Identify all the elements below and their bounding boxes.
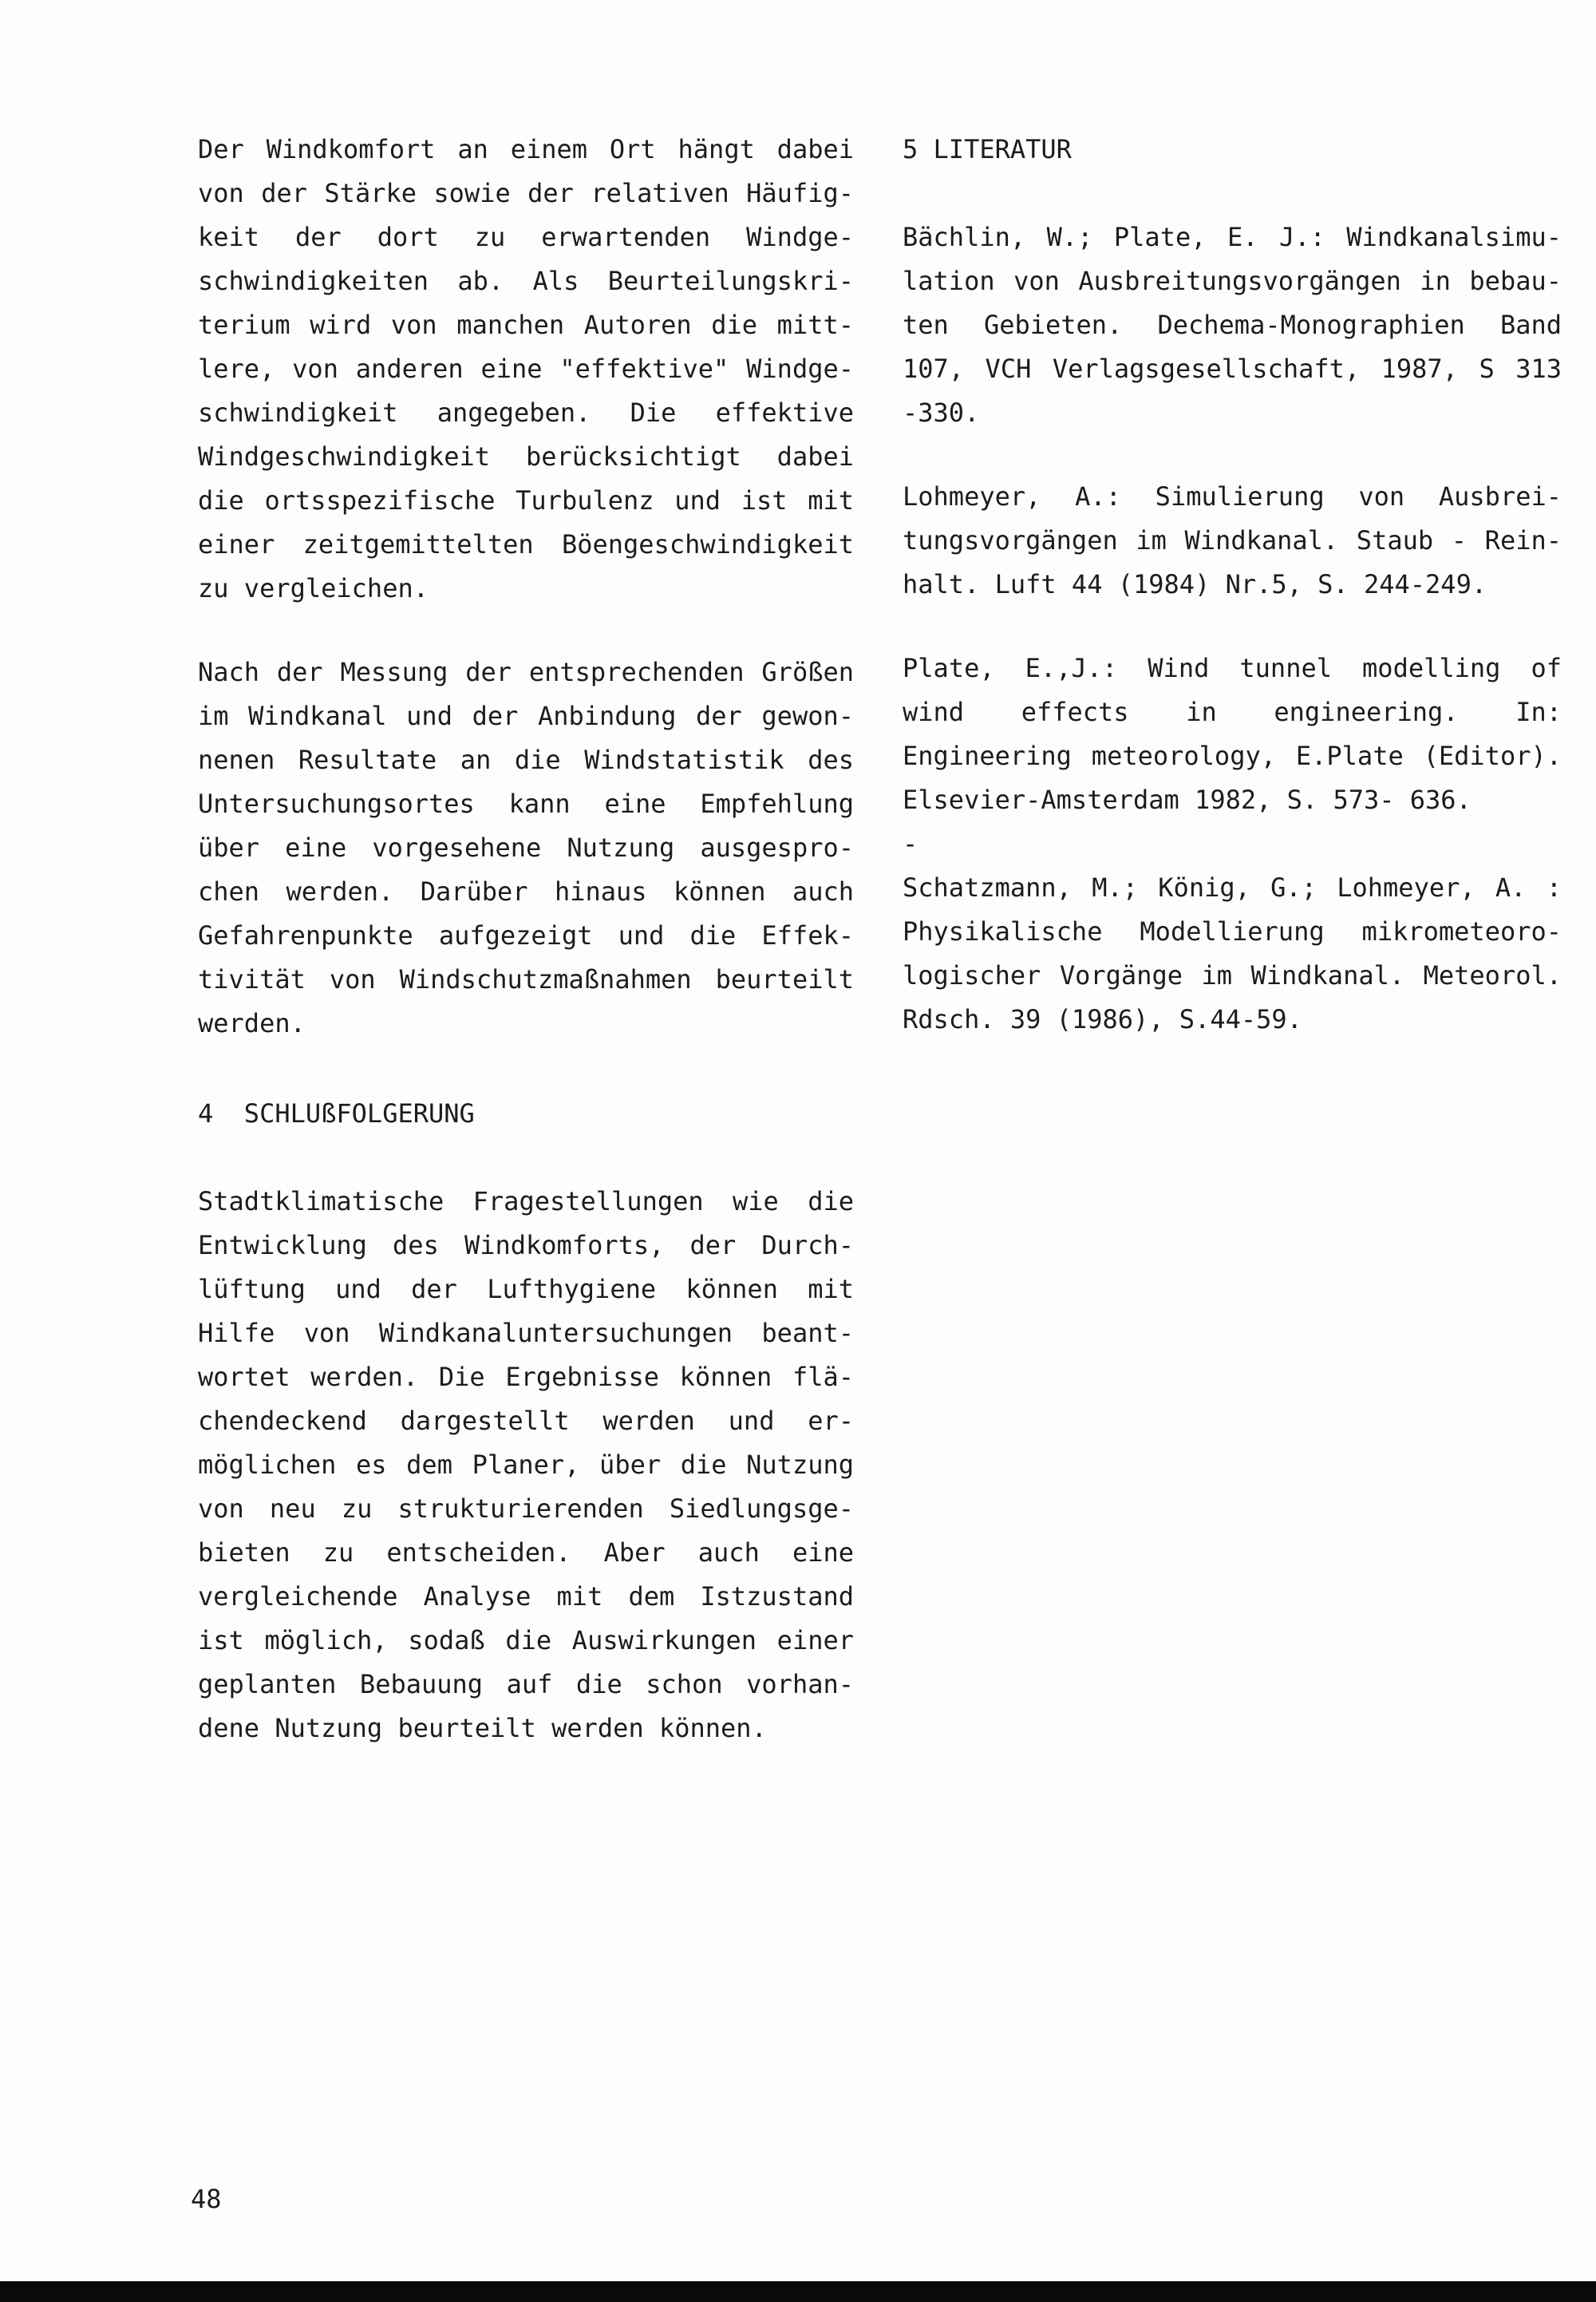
text-line: terium wird von manchen Autoren die mitt- bbox=[198, 310, 854, 340]
text-line: im Windkanal und der Anbindung der gewon- bbox=[198, 701, 854, 731]
text-line: Plate, E.,J.: Wind tunnel modelling of bbox=[903, 653, 1562, 683]
paragraph bbox=[198, 651, 854, 1046]
text-line: chen werden. Darüber hinaus können auch bbox=[198, 876, 854, 907]
text-line: wind effects in engineering. In: bbox=[903, 697, 1562, 727]
paragraph bbox=[198, 1180, 854, 1750]
text-line: ten Gebieten. Dechema-Monographien Band bbox=[903, 310, 1562, 340]
text-line: Rdsch. 39 (1986), S.44-59. bbox=[903, 1004, 1302, 1034]
text-line: wortet werden. Die Ergebnisse können flä- bbox=[198, 1362, 854, 1392]
text-line: von der Stärke sowie der relativen Häufig- bbox=[198, 178, 854, 208]
paragraph bbox=[903, 475, 1562, 607]
text-line: lation von Ausbreitungsvorgängen in bebau- bbox=[903, 266, 1562, 296]
column-left bbox=[198, 128, 854, 1790]
text-line: lere, von anderen eine "effektive" Windge- bbox=[198, 354, 854, 384]
text-line: Entwicklung des Windkomforts, der Durch- bbox=[198, 1230, 854, 1260]
scan-edge-bar bbox=[0, 2281, 1596, 2302]
paragraph bbox=[903, 866, 1562, 1042]
text-line: Engineering meteorology, E.Plate (Editor). bbox=[903, 741, 1562, 771]
text-line: keit der dort zu erwartenden Windge- bbox=[198, 222, 854, 252]
text-line: bieten zu entscheiden. Aber auch eine bbox=[198, 1537, 854, 1568]
text-line: ist möglich, sodaß die Auswirkungen einer bbox=[198, 1625, 854, 1655]
text-line: zu vergleichen. bbox=[198, 573, 429, 603]
text-line: Der Windkomfort an einem Ort hängt dabei bbox=[198, 134, 854, 164]
text-line: von neu zu strukturierenden Siedlungsge- bbox=[198, 1493, 854, 1524]
paragraph bbox=[903, 216, 1562, 435]
text-line: tivität von Windschutzmaßnahmen beurteilt bbox=[198, 964, 854, 995]
text-line: geplanten Bebauung auf die schon vorhan- bbox=[198, 1669, 854, 1699]
text-line: schwindigkeit angegeben. Die effektive bbox=[198, 398, 854, 428]
paragraph bbox=[198, 128, 854, 611]
text-line: -330. bbox=[903, 398, 980, 428]
text-line: Elsevier-Amsterdam 1982, S. 573- 636. bbox=[903, 785, 1472, 815]
text-line: - bbox=[903, 829, 918, 859]
text-line: Stadtklimatische Fragestellungen wie die bbox=[198, 1186, 854, 1216]
text-line: einer zeitgemittelten Böengeschwindigkeit bbox=[198, 529, 854, 560]
text-line: Windgeschwindigkeit berücksichtigt dabei bbox=[198, 441, 854, 472]
text-line: lüftung und der Lufthygiene können mit bbox=[198, 1274, 854, 1304]
text-line: möglichen es dem Planer, über die Nutzung bbox=[198, 1450, 854, 1480]
text-line: schwindigkeiten ab. Als Beurteilungskri- bbox=[198, 266, 854, 296]
text-line: Bächlin, W.; Plate, E. J.: Windkanalsimu- bbox=[903, 222, 1562, 252]
text-line: nenen Resultate an die Windstatistik des bbox=[198, 745, 854, 775]
text-line: halt. Luft 44 (1984) Nr.5, S. 244-249. bbox=[903, 569, 1487, 599]
text-line: vergleichende Analyse mit dem Istzustand bbox=[198, 1581, 854, 1612]
text-line: 107, VCH Verlagsgesellschaft, 1987, S 313 bbox=[903, 354, 1562, 384]
column-right bbox=[903, 128, 1562, 1082]
text-line: Hilfe von Windkanaluntersuchungen beant- bbox=[198, 1318, 854, 1348]
text-line: die ortsspezifische Turbulenz und ist mit bbox=[198, 485, 854, 516]
section-heading bbox=[198, 1092, 854, 1136]
paragraph bbox=[903, 822, 1562, 866]
paragraph bbox=[903, 647, 1562, 822]
text-line: Schatzmann, M.; König, G.; Lohmeyer, A. : bbox=[903, 872, 1562, 903]
text-line: Physikalische Modellierung mikrometeoro- bbox=[903, 916, 1562, 947]
text-line: logischer Vorgänge im Windkanal. Meteorol. bbox=[903, 960, 1562, 991]
page-number: 48 bbox=[191, 2184, 222, 2214]
text-line: tungsvorgängen im Windkanal. Staub - Rein- bbox=[903, 525, 1562, 556]
text-line: 5 LITERATUR bbox=[903, 134, 1072, 164]
text-line: chendeckend dargestellt werden und er- bbox=[198, 1406, 854, 1436]
text-line: 4 SCHLUßFOLGERUNG bbox=[198, 1098, 475, 1129]
section-heading bbox=[903, 128, 1562, 172]
text-line: Nach der Messung der entsprechenden Größen bbox=[198, 657, 854, 687]
text-line: werden. bbox=[198, 1008, 306, 1038]
text-line: über eine vorgesehene Nutzung ausgespro- bbox=[198, 833, 854, 863]
text-line: Lohmeyer, A.: Simulierung von Ausbrei- bbox=[903, 481, 1562, 512]
text-line: Untersuchungsortes kann eine Empfehlung bbox=[198, 789, 854, 819]
text-line: Gefahrenpunkte aufgezeigt und die Effek- bbox=[198, 920, 854, 951]
text-line: dene Nutzung beurteilt werden können. bbox=[198, 1713, 767, 1743]
